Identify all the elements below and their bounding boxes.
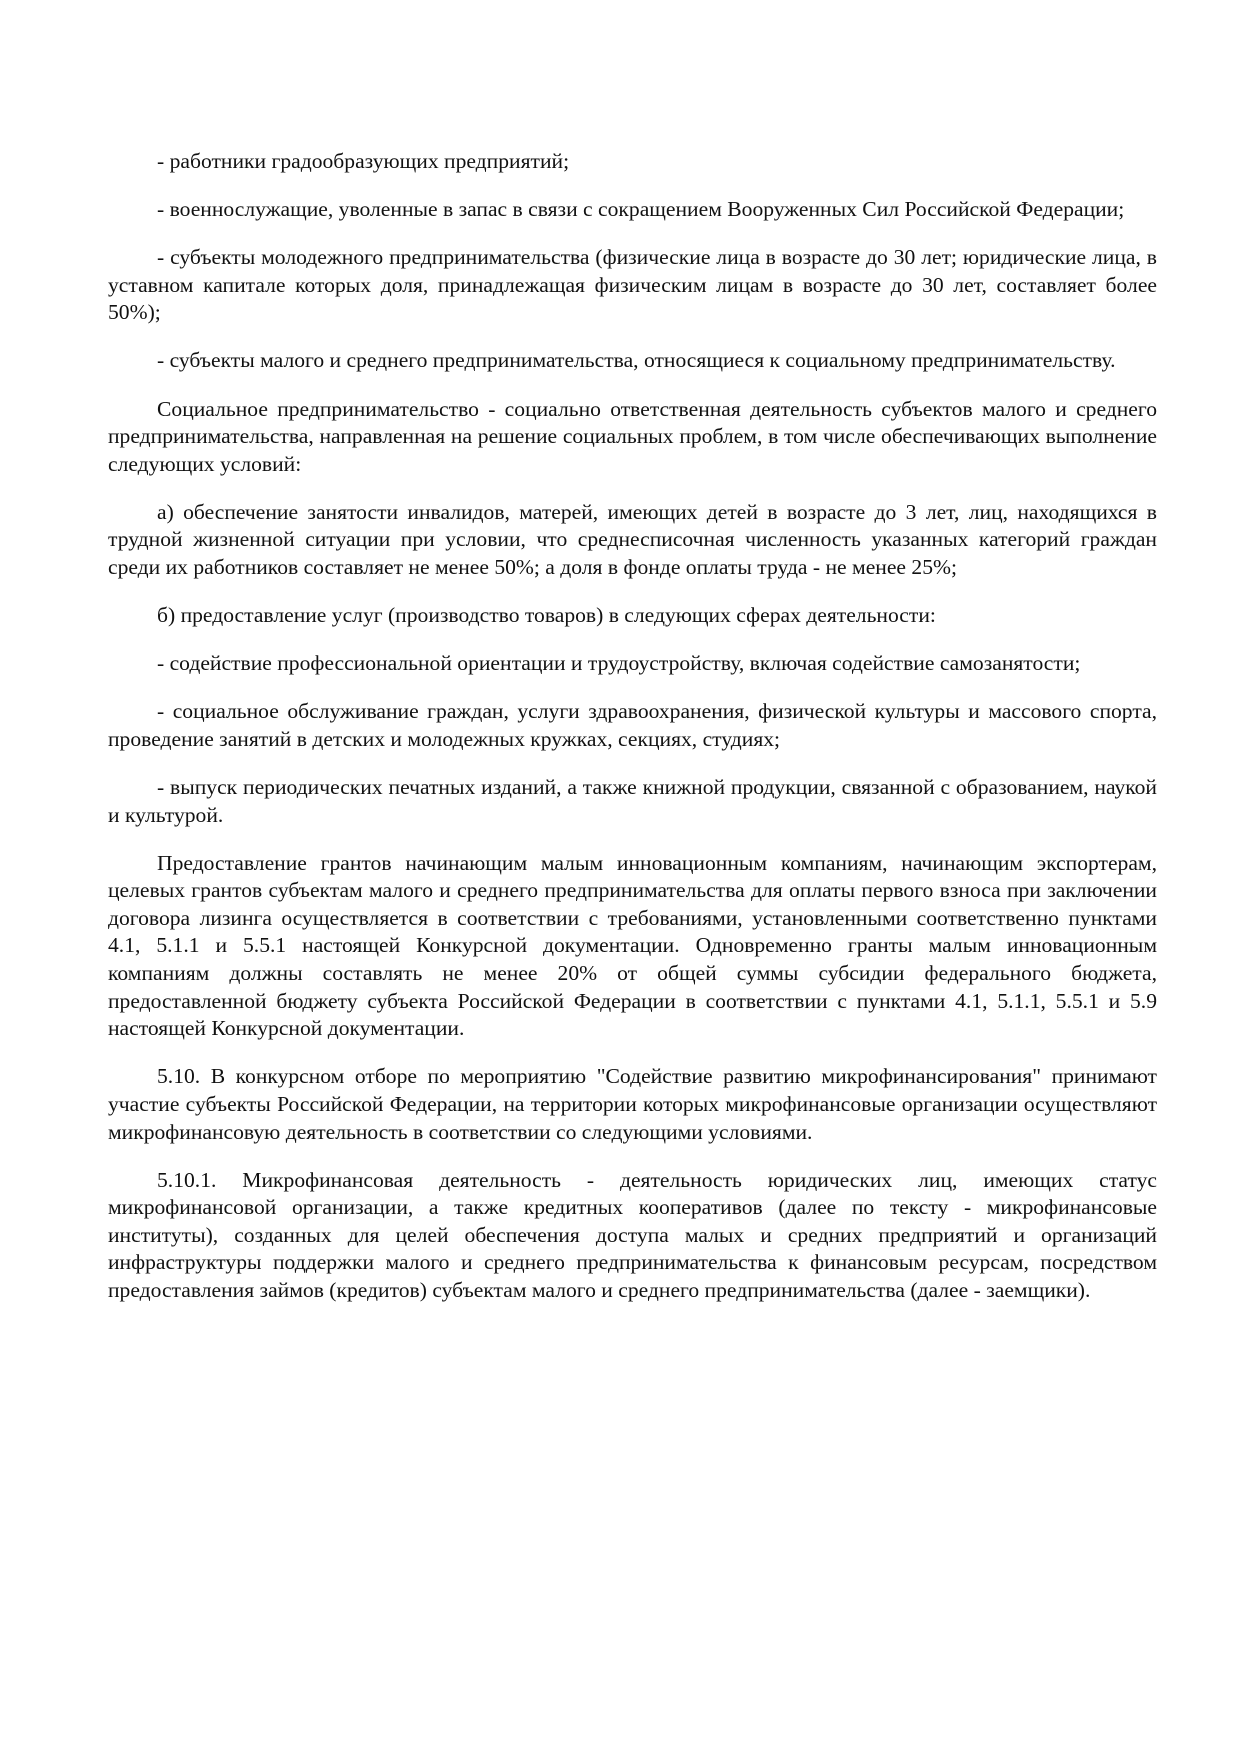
paragraph: 5.10. В конкурсном отборе по мероприятию "Содействие развитию микрофинансирования" принимают участие субъекты Российской Федерации, на территории которых микрофинансовые организации осуществляют микрофинансовую деятельность в соответствии со следующими условиями. [108, 1064, 1157, 1144]
document-page [108, 148, 1157, 1325]
paragraph: Социальное предпринимательство - социально ответственная деятельность субъектов малого и среднего предпринимательства, направленная на решение социальных проблем, в том числе обеспечивающих выполнение следующих условий: [108, 396, 1157, 476]
paragraph: 5.10.1. Микрофинансовая деятельность - деятельность юридических лиц, имеющих статус микрофинансовой организации, а также кредитных кооперативов (далее по тексту - микрофинансовые институты), созданных для целей обеспечения доступа малых и средних предприятий и организаций инфраструктуры поддержки малого и среднего предпринимательства к финансовым ресурсам, посредством предоставления займов (кредитов) субъектам малого и среднего предпринимательства (далее - заемщики). [108, 1167, 1157, 1302]
paragraph: Предоставление грантов начинающим малым инновационным компаниям, начинающим экспортерам, целевых грантов субъектам малого и среднего предпринимательства для оплаты первого взноса при заключении договора лизинга осуществляется в соответствии с требованиями, установленными соответственно пунктами 4.1, 5.1.1 и 5.5.1 настоящей Конкурсной документации. Одновременно гранты малым инновационным компаниям должны составлять не менее 20% от общей суммы субсидии федерального бюджета, предоставленной бюджету субъекта Российской Федерации в соответствии с пунктами 4.1, 5.1.1, 5.5.1 и 5.9 настоящей Конкурсной документации. [108, 850, 1157, 1041]
paragraph: - работники градообразующих предприятий; [157, 149, 570, 173]
paragraph: а) обеспечение занятости инвалидов, матерей, имеющих детей в возрасте до 3 лет, лиц, находящихся в трудной жизненной ситуации при условии, что среднесписочная численность указанных категорий граждан среди их работников составляет не менее 50%; а доля в фонде оплаты труда - не менее 25%; [108, 499, 1157, 580]
paragraph: - выпуск периодических печатных изданий, а также книжной продукции, связанной с образованием, наукой и культурой. [108, 775, 1157, 827]
paragraph: - социальное обслуживание граждан, услуги здравоохранения, физической культуры и массового спорта, проведение занятий в детских и молодежных кружках, секциях, студиях; [108, 699, 1157, 751]
paragraph: - военнослужащие, уволенные в запас в связи с сокращением Вооруженных Сил Российской Федерации; [157, 197, 1125, 222]
paragraph: б) предоставление услуг (производство товаров) в следующих сферах деятельности: [157, 603, 936, 628]
paragraph: - содействие профессиональной ориентации и трудоустройству, включая содействие самозанятости; [157, 651, 1081, 676]
paragraph: - субъекты молодежного предпринимательства (физические лица в возрасте до 30 лет; юридические лица, в уставном капитале которых доля, принадлежащая физическим лицам в возрасте до 30 лет, составляет более 50%); [108, 245, 1157, 325]
paragraph: - субъекты малого и среднего предпринимательства, относящиеся к социальному предпринимательству. [157, 348, 1116, 373]
